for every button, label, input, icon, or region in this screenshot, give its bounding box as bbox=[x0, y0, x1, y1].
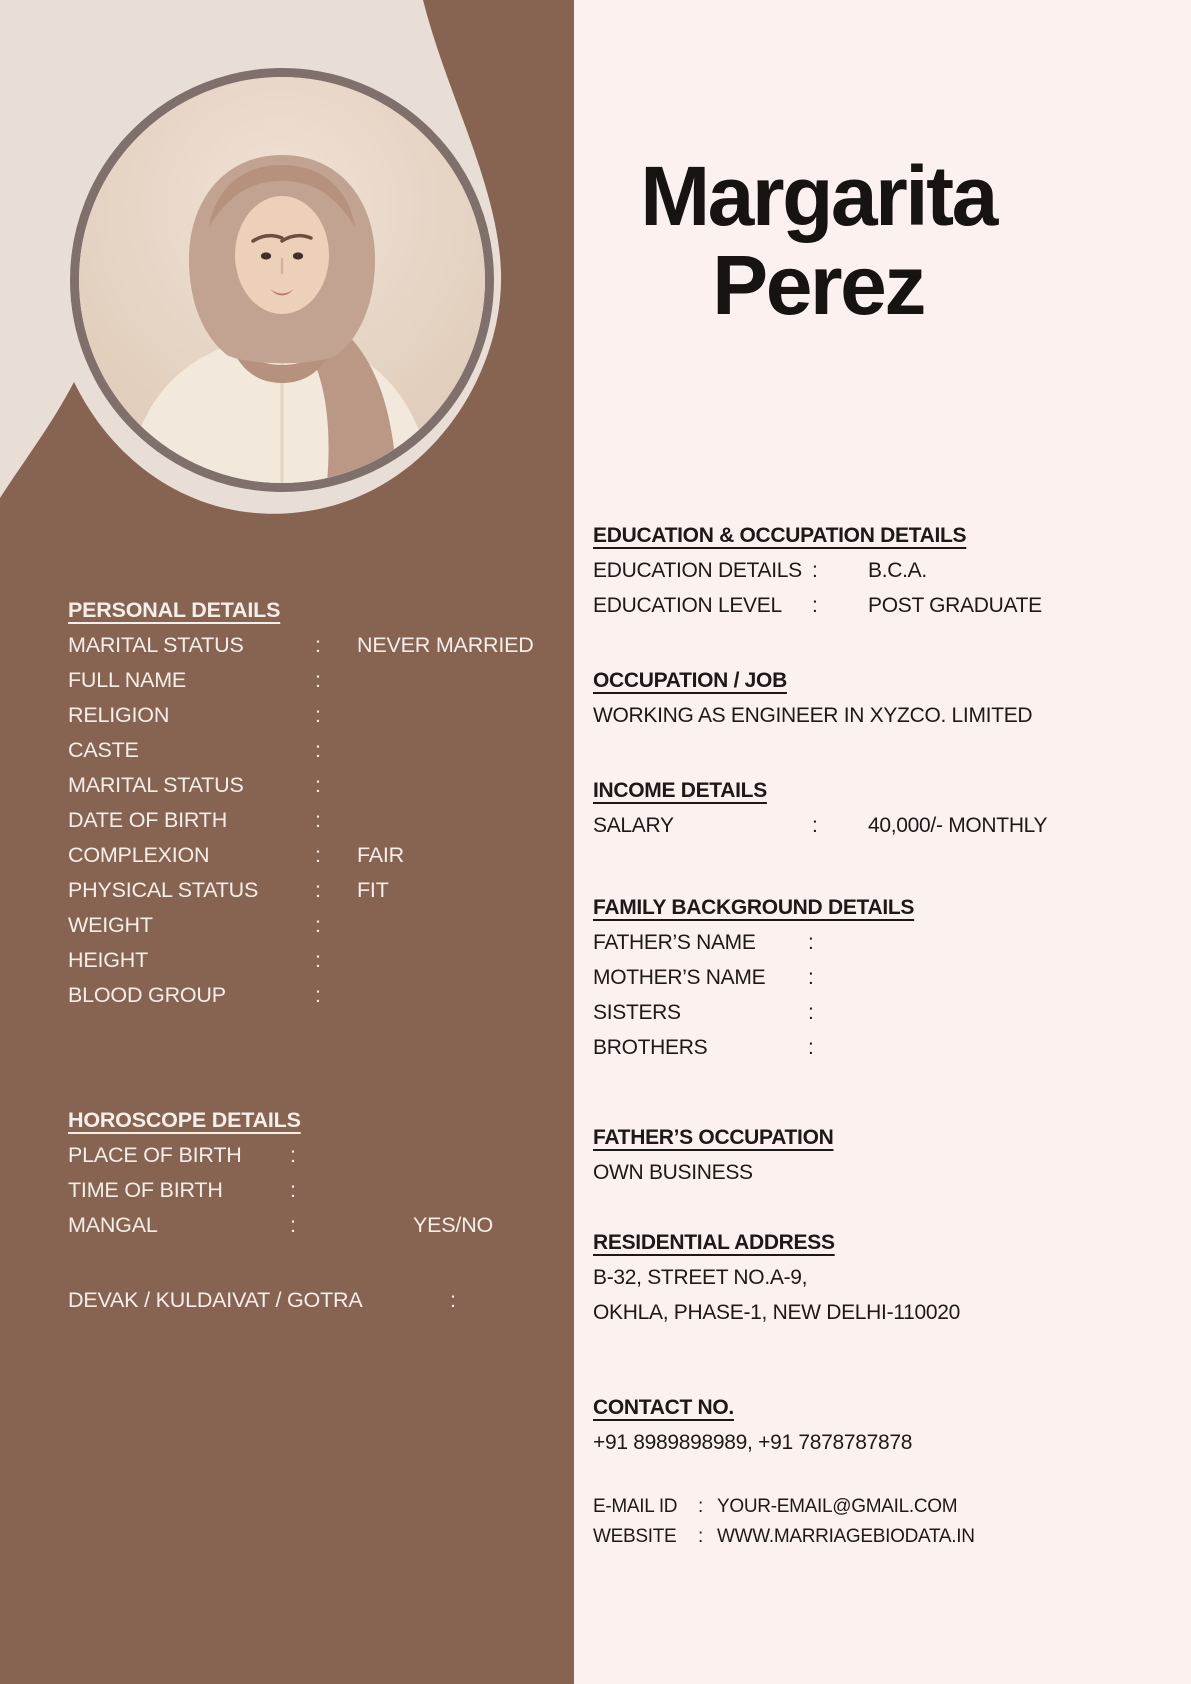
row-label: CASTE bbox=[68, 738, 139, 762]
detail-row bbox=[593, 553, 1191, 588]
row-label: SALARY bbox=[593, 814, 674, 837]
row-label: WEBSITE bbox=[593, 1526, 677, 1547]
row-label: MARITAL STATUS bbox=[68, 633, 244, 657]
detail-row bbox=[68, 1138, 568, 1173]
row-colon: : bbox=[290, 1178, 296, 1202]
row-label: SISTERS bbox=[593, 1001, 681, 1024]
row-label: EDUCATION LEVEL bbox=[593, 594, 782, 617]
detail-row bbox=[593, 995, 1191, 1030]
row-value: B.C.A. bbox=[868, 559, 927, 582]
address-line: B-32, STREET NO.A-9, bbox=[593, 1266, 808, 1289]
detail-row bbox=[593, 960, 1191, 995]
row-label: FATHER’S NAME bbox=[593, 931, 756, 954]
family-background-section bbox=[593, 890, 1191, 1065]
row-colon: : bbox=[315, 983, 321, 1007]
row-value: YES/NO bbox=[413, 1213, 494, 1237]
left-panel bbox=[0, 0, 574, 1684]
personal-details-section bbox=[68, 593, 568, 1013]
detail-row bbox=[593, 1030, 1191, 1065]
row-label: EDUCATION DETAILS bbox=[593, 559, 802, 582]
detail-row bbox=[593, 1492, 1191, 1522]
detail-row bbox=[68, 1283, 568, 1318]
detail-row bbox=[68, 768, 568, 803]
detail-row bbox=[68, 1208, 568, 1243]
devak-gotra-section bbox=[68, 1283, 568, 1318]
contact-numbers: +91 8989898989, +91 7878787878 bbox=[593, 1431, 913, 1454]
contact-heading: CONTACT NO. bbox=[593, 1396, 734, 1419]
address-line: OKHLA, PHASE-1, NEW DELHI-110020 bbox=[593, 1301, 960, 1324]
row-colon: : bbox=[808, 966, 814, 989]
row-colon: : bbox=[812, 594, 818, 617]
row-colon: : bbox=[812, 559, 818, 582]
row-label: MANGAL bbox=[68, 1213, 158, 1237]
detail-row bbox=[68, 943, 568, 978]
row-label: WEIGHT bbox=[68, 913, 153, 937]
father-occupation-heading: FATHER’S OCCUPATION bbox=[593, 1126, 834, 1149]
person-name bbox=[574, 149, 1062, 332]
row-colon: : bbox=[315, 948, 321, 972]
profile-photo-frame bbox=[70, 68, 494, 492]
row-value: POST GRADUATE bbox=[868, 594, 1042, 617]
row-colon: : bbox=[315, 878, 321, 902]
row-colon: : bbox=[450, 1288, 456, 1312]
family-heading: FAMILY BACKGROUND DETAILS bbox=[593, 896, 915, 919]
person-name-line2: Perez bbox=[712, 238, 924, 332]
education-heading: EDUCATION & OCCUPATION DETAILS bbox=[593, 524, 967, 547]
row-value: NEVER MARRIED bbox=[357, 633, 534, 657]
occupation-section bbox=[593, 663, 1191, 733]
residential-address-section bbox=[593, 1225, 1191, 1330]
email-value: YOUR-EMAIL@GMAIL.COM bbox=[717, 1496, 958, 1517]
occupation-text: WORKING AS ENGINEER IN XYZCO. LIMITED bbox=[593, 704, 1033, 727]
income-section bbox=[593, 773, 1191, 843]
detail-row bbox=[68, 698, 568, 733]
contact-section bbox=[593, 1390, 1191, 1460]
income-heading: INCOME DETAILS bbox=[593, 779, 767, 802]
row-value: FAIR bbox=[357, 843, 404, 867]
row-colon: : bbox=[808, 1036, 814, 1059]
row-colon: : bbox=[315, 633, 321, 657]
row-colon: : bbox=[315, 808, 321, 832]
row-label: PHYSICAL STATUS bbox=[68, 878, 259, 902]
row-colon: : bbox=[315, 773, 321, 797]
personal-details-heading: PERSONAL DETAILS bbox=[68, 598, 281, 622]
row-label: PLACE OF BIRTH bbox=[68, 1143, 242, 1167]
row-colon: : bbox=[290, 1143, 296, 1167]
row-colon: : bbox=[290, 1213, 296, 1237]
row-colon: : bbox=[808, 931, 814, 954]
detail-row bbox=[593, 808, 1191, 843]
row-label: TIME OF BIRTH bbox=[68, 1178, 223, 1202]
row-label: MOTHER’S NAME bbox=[593, 966, 766, 989]
row-colon: : bbox=[315, 843, 321, 867]
detail-row bbox=[68, 978, 568, 1013]
row-label: DEVAK / KULDAIVAT / GOTRA bbox=[68, 1288, 363, 1312]
row-label: COMPLEXION bbox=[68, 843, 210, 867]
education-occupation-section bbox=[593, 518, 1191, 623]
row-colon: : bbox=[698, 1526, 703, 1547]
row-label: HEIGHT bbox=[68, 948, 149, 972]
detail-row bbox=[68, 908, 568, 943]
detail-row bbox=[68, 733, 568, 768]
row-colon: : bbox=[315, 738, 321, 762]
address-heading: RESIDENTIAL ADDRESS bbox=[593, 1231, 835, 1254]
email-website-section bbox=[593, 1492, 1191, 1552]
detail-row bbox=[68, 663, 568, 698]
detail-row bbox=[593, 1522, 1191, 1552]
detail-row bbox=[68, 838, 568, 873]
row-value: FIT bbox=[357, 878, 389, 902]
occupation-heading: OCCUPATION / JOB bbox=[593, 669, 787, 692]
row-colon: : bbox=[808, 1001, 814, 1024]
row-label: FULL NAME bbox=[68, 668, 187, 692]
row-value: 40,000/- MONTHLY bbox=[868, 814, 1048, 837]
row-colon: : bbox=[812, 814, 818, 837]
row-colon: : bbox=[698, 1496, 703, 1517]
row-label: BROTHERS bbox=[593, 1036, 708, 1059]
row-label: RELIGION bbox=[68, 703, 170, 727]
row-colon: : bbox=[315, 703, 321, 727]
father-occupation-text: OWN BUSINESS bbox=[593, 1161, 753, 1184]
father-occupation-section bbox=[593, 1120, 1191, 1190]
row-label: DATE OF BIRTH bbox=[68, 808, 228, 832]
detail-row bbox=[68, 873, 568, 908]
detail-row bbox=[68, 803, 568, 838]
person-name-line1: Margarita bbox=[640, 149, 996, 243]
row-label: MARITAL STATUS bbox=[68, 773, 244, 797]
horoscope-details-heading: HOROSCOPE DETAILS bbox=[68, 1108, 301, 1132]
row-label: BLOOD GROUP bbox=[68, 983, 226, 1007]
website-value: WWW.MARRIAGEBIODATA.IN bbox=[717, 1526, 975, 1547]
detail-row bbox=[68, 628, 568, 663]
row-colon: : bbox=[315, 668, 321, 692]
row-colon: : bbox=[315, 913, 321, 937]
horoscope-details-section bbox=[68, 1103, 568, 1243]
detail-row bbox=[593, 925, 1191, 960]
profile-photo bbox=[79, 77, 485, 483]
row-label: E-MAIL ID bbox=[593, 1496, 678, 1517]
detail-row bbox=[593, 588, 1191, 623]
detail-row bbox=[68, 1173, 568, 1208]
